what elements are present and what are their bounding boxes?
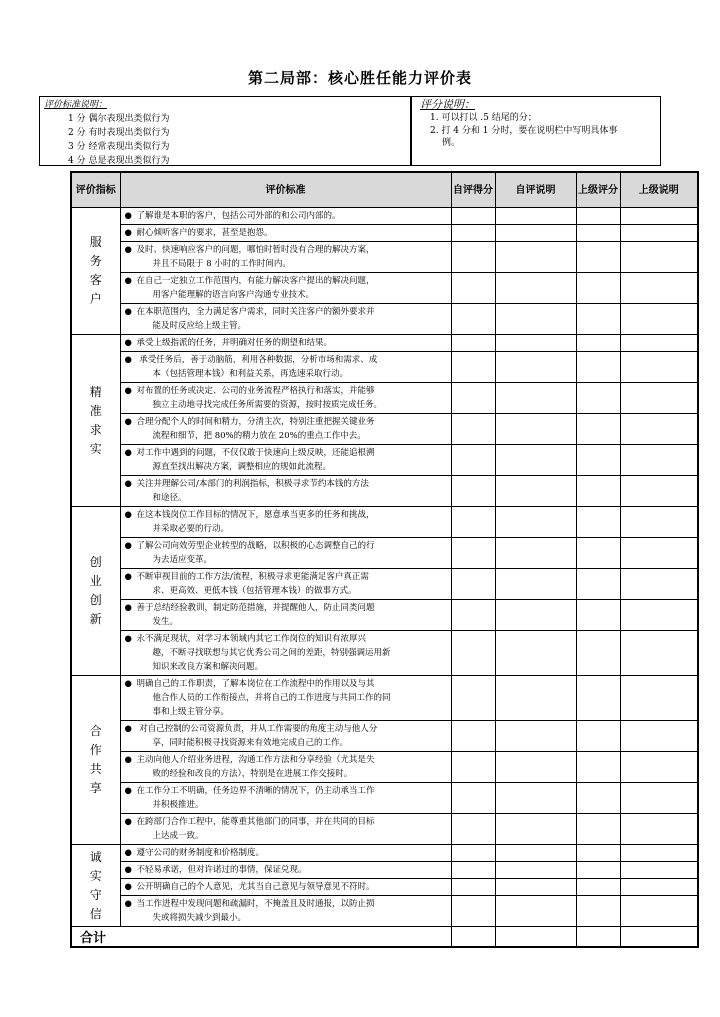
criterion-cell: [120, 445, 451, 476]
supervisor-note-cell[interactable]: [620, 676, 698, 721]
criterion-text: 流程和细节，把 80%的精力放在 20%的重点工作中去。: [152, 431, 366, 441]
bullet-icon: ●: [124, 786, 132, 796]
supervisor-note-cell[interactable]: [620, 896, 698, 927]
self-score-cell[interactable]: [451, 476, 495, 507]
self-note-cell[interactable]: [495, 600, 576, 631]
criterion-text: 独立主动地寻找完成任务所需要的资源，按时按质完成任务。: [152, 400, 383, 410]
category-cell: [71, 676, 120, 845]
self-note-cell[interactable]: [495, 752, 576, 783]
supervisor-note-cell[interactable]: [620, 845, 698, 862]
criterion-cell: [120, 208, 451, 225]
supervisor-note-cell[interactable]: [620, 862, 698, 879]
table-row: [71, 476, 698, 507]
self-score-cell[interactable]: [451, 414, 495, 445]
table-row: [71, 445, 698, 476]
criterion-text: 对自己控制的公司资源负责，并从工作需要的角度主动与他人分: [136, 724, 378, 734]
bullet-icon: ●: [124, 848, 132, 858]
bullet-icon: ●: [124, 245, 132, 255]
self-score-cell[interactable]: [451, 242, 495, 273]
self-note-cell[interactable]: [495, 676, 576, 721]
criterion-text: 不断审视目前的工作方法/流程，积极寻求更能满足客户真正需: [136, 572, 369, 582]
bullet-icon: ●: [124, 817, 132, 827]
self-score-cell[interactable]: [451, 896, 495, 927]
total-supervisor-note-cell[interactable]: [620, 927, 698, 948]
criterion-text: 明确自己的工作职责，了解本岗位在工作流程中的作用以及与其: [136, 679, 375, 689]
bullet-icon: ●: [124, 634, 132, 644]
table-row: [71, 569, 698, 600]
criterion-text: 了解公司向效劳型企业转型的战略，以积极的心态调整自己的行: [136, 541, 375, 551]
legend-heading: 评价标准说明：: [44, 100, 108, 110]
self-note-cell[interactable]: [495, 896, 576, 927]
self-score-cell[interactable]: [451, 569, 495, 600]
criterion-text: 求、更高效、更低本钱（包括管理本钱）的做事方式。: [152, 586, 357, 596]
supervisor-score-cell[interactable]: [576, 383, 620, 414]
criterion-text: 发生。: [152, 617, 179, 627]
criterion-text: 趣，不断寻找联想与其它优秀公司之间的差距，特别强调运用新: [152, 648, 391, 658]
supervisor-note-cell[interactable]: [620, 631, 698, 676]
rule-text: 2. 打 4 分和 1 分时，要在说明栏中写明具体事: [430, 125, 618, 136]
category-cell: [71, 845, 120, 927]
supervisor-score-cell[interactable]: [576, 879, 620, 896]
self-score-cell[interactable]: [451, 507, 495, 538]
criterion-text: 永不满足现状，对学习本领域内其它工作岗位的知识有浓厚兴: [136, 634, 367, 644]
criterion-text: 对布置的任务或决定、公司的业务流程严格执行和落实，并能够: [136, 386, 375, 396]
table-row: [71, 225, 698, 242]
bullet-icon: ●: [124, 338, 132, 348]
header-supervisor-note: 上级说明: [620, 172, 698, 208]
self-note-cell[interactable]: [495, 225, 576, 242]
criterion-text: 承受任务后，善于动脑筋，利用各种数据，分析市场和需求、成: [136, 355, 378, 365]
criterion-cell: [120, 783, 451, 814]
criterion-cell: [120, 752, 451, 783]
supervisor-note-cell[interactable]: [620, 273, 698, 304]
legend-item: 1 分 偶尔表现出类似行为: [68, 114, 170, 124]
table-row: [71, 721, 698, 752]
supervisor-score-cell[interactable]: [576, 721, 620, 752]
supervisor-score-cell[interactable]: [576, 783, 620, 814]
supervisor-note-cell[interactable]: [620, 752, 698, 783]
legend-item: 3 分 经常表现出类似行为: [68, 142, 170, 152]
self-note-cell[interactable]: [495, 631, 576, 676]
criterion-cell: [120, 304, 451, 335]
supervisor-note-cell[interactable]: [620, 304, 698, 335]
criterion-cell: [120, 845, 451, 862]
criterion-text: 承受上级指派的任务，并明确对任务的期望和结果。: [136, 338, 333, 348]
criterion-cell: [120, 507, 451, 538]
table-row: [71, 600, 698, 631]
table-row: [71, 676, 698, 721]
self-note-cell[interactable]: [495, 335, 576, 352]
criterion-text: 对工作中遇到的问题，不仅仅敢于快速向上级反映，还能追根溯: [136, 448, 375, 458]
evaluation-table: [70, 171, 699, 948]
self-score-cell[interactable]: [451, 676, 495, 721]
table-row: [71, 273, 698, 304]
self-score-cell[interactable]: [451, 600, 495, 631]
table-row: [71, 414, 698, 445]
criterion-text: 在自己一定独立工作范围内，有能力解决客户提出的解决问题，: [136, 276, 375, 286]
supervisor-score-cell[interactable]: [576, 507, 620, 538]
supervisor-score-cell[interactable]: [576, 862, 620, 879]
rules-heading: 评分说明：: [420, 98, 475, 111]
criterion-cell: [120, 676, 451, 721]
rule-text: 例。: [442, 138, 461, 148]
self-score-cell[interactable]: [451, 538, 495, 569]
supervisor-note-cell[interactable]: [620, 383, 698, 414]
table-row: [71, 845, 698, 862]
supervisor-score-cell[interactable]: [576, 538, 620, 569]
scoring-rules: [414, 97, 660, 165]
supervisor-note-cell[interactable]: [620, 445, 698, 476]
self-score-cell[interactable]: [451, 383, 495, 414]
criterion-cell: [120, 335, 451, 352]
criterion-text: 在这本钱岗位工作目标的情况下，愿意承当更多的任务和挑战，: [136, 510, 375, 520]
bullet-icon: ●: [124, 724, 132, 734]
bullet-icon: ●: [124, 882, 132, 892]
bullet-icon: ●: [124, 417, 132, 427]
table-row: [71, 507, 698, 538]
criterion-cell: [120, 383, 451, 414]
self-note-cell[interactable]: [495, 721, 576, 752]
criterion-text: 善于总结经验教训，制定防范措施，并提醒他人，防止同类问题: [136, 603, 375, 613]
category-label: 创业创新: [89, 555, 102, 626]
self-note-cell[interactable]: [495, 383, 576, 414]
criterion-text: 用客户能理解的语言向客户沟通专业技术。: [152, 290, 315, 300]
total-self-note-cell[interactable]: [495, 927, 576, 948]
supervisor-note-cell[interactable]: [620, 476, 698, 507]
bullet-icon: ●: [124, 211, 132, 221]
criterion-cell: [120, 814, 451, 845]
category-label: 服务客户: [89, 235, 102, 306]
supervisor-note-cell[interactable]: [620, 569, 698, 600]
criterion-cell: [120, 862, 451, 879]
criterion-text: 失或将损失减少到最小。: [152, 913, 247, 923]
table-row: [71, 352, 698, 383]
supervisor-score-cell[interactable]: [576, 445, 620, 476]
bullet-icon: ●: [124, 448, 132, 458]
supervisor-score-cell[interactable]: [576, 208, 620, 225]
bullet-icon: ●: [124, 355, 132, 365]
supervisor-score-cell[interactable]: [576, 225, 620, 242]
criterion-cell: [120, 721, 451, 752]
criterion-cell: [120, 476, 451, 507]
criterion-text: 遵守公司的财务制度和价格制度。: [136, 848, 265, 858]
table-row: [71, 208, 698, 225]
supervisor-score-cell[interactable]: [576, 273, 620, 304]
self-score-cell[interactable]: [451, 721, 495, 752]
self-note-cell[interactable]: [495, 352, 576, 383]
criterion-text: 公开明确自己的个人意见，尤其当自己意见与领导意见不符时。: [136, 882, 375, 892]
self-note-cell[interactable]: [495, 208, 576, 225]
criterion-text: 不轻易承诺，但对许诺过的事情，保证兑现。: [136, 865, 307, 875]
self-score-cell[interactable]: [451, 335, 495, 352]
supervisor-note-cell[interactable]: [620, 335, 698, 352]
header-indicator: 评价指标: [71, 172, 120, 208]
criterion-text: 源直至找出解决方案，调整相应的规如此流程。: [152, 462, 332, 472]
criterion-text: 合理分配个人的时间和精力，分清主次，特别注重把握关键业务: [136, 417, 375, 427]
criterion-text: 及时、快速响应客户的问题，哪怕时暂时没有合理的解决方案，: [136, 245, 375, 255]
supervisor-note-cell[interactable]: [620, 600, 698, 631]
bullet-icon: ●: [124, 228, 132, 238]
supervisor-score-cell[interactable]: [576, 352, 620, 383]
criterion-text: 他合作人员的工作衔接点，并将自己的工作进度与共同工作的同: [152, 693, 391, 703]
header-self-score: 自评得分: [451, 172, 495, 208]
legend-item: 2 分 有时表现出类似行为: [68, 128, 170, 138]
rule-item: 1. 可以打以 .5 结尾的分；: [430, 113, 537, 123]
self-score-cell[interactable]: [451, 862, 495, 879]
supervisor-score-cell[interactable]: [576, 569, 620, 600]
criterion-cell: [120, 538, 451, 569]
self-score-cell[interactable]: [451, 783, 495, 814]
criterion-cell: [120, 414, 451, 445]
supervisor-score-cell[interactable]: [576, 414, 620, 445]
self-score-cell[interactable]: [451, 304, 495, 335]
category-label: 精准求实: [89, 384, 102, 456]
criterion-text: 并采取必要的行动。: [152, 524, 230, 534]
table-row: [71, 783, 698, 814]
rule-item: [420, 125, 654, 150]
self-note-cell[interactable]: [495, 507, 576, 538]
self-note-cell[interactable]: [495, 273, 576, 304]
bullet-icon: ●: [124, 541, 132, 551]
bullet-icon: ●: [124, 603, 132, 613]
supervisor-score-cell[interactable]: [576, 814, 620, 845]
self-score-cell[interactable]: [451, 879, 495, 896]
self-note-cell[interactable]: [495, 862, 576, 879]
criterion-cell: [120, 225, 451, 242]
bullet-icon: ●: [124, 386, 132, 396]
supervisor-note-cell[interactable]: [620, 414, 698, 445]
supervisor-score-cell[interactable]: [576, 631, 620, 676]
criterion-text: 在工作分工不明确，任务边界不清晰的情况下，仍主动承当工作: [136, 786, 375, 796]
bullet-icon: ●: [124, 679, 132, 689]
self-score-cell[interactable]: [451, 445, 495, 476]
criterion-text: 耐心倾听客户的要求，甚至是抱怨。: [136, 228, 273, 238]
supervisor-note-cell[interactable]: [620, 242, 698, 273]
bullet-icon: ●: [124, 307, 132, 317]
criterion-text: 和途径。: [152, 493, 187, 503]
supervisor-score-cell[interactable]: [576, 600, 620, 631]
criterion-text: 关注并理解公司/本部门的利润指标，积极寻求节约本钱的方法: [136, 479, 369, 489]
self-score-cell[interactable]: [451, 631, 495, 676]
header-criteria: 评价标准: [120, 172, 451, 208]
table-row: [71, 879, 698, 896]
criterion-text: 主动向他人介绍业务进程，沟通工作方法和分享经验（尤其是失: [136, 755, 375, 765]
criterion-cell: [120, 273, 451, 304]
legend-box: [39, 96, 661, 166]
criterion-cell: [120, 600, 451, 631]
criterion-text: 本（包括管理本钱）和利益关系，再选速采取行动。: [152, 369, 349, 379]
criterion-text: 上达成一致。: [152, 831, 204, 841]
supervisor-note-cell[interactable]: [620, 879, 698, 896]
self-note-cell[interactable]: [495, 304, 576, 335]
criterion-text: 了解谁是本职的客户，包括公司外部的和公司内部的。: [136, 211, 341, 221]
category-cell: [71, 208, 120, 335]
supervisor-score-cell[interactable]: [576, 476, 620, 507]
table-row: [71, 242, 698, 273]
criterion-cell: [120, 569, 451, 600]
self-note-cell[interactable]: [495, 569, 576, 600]
self-note-cell[interactable]: [495, 879, 576, 896]
self-note-cell[interactable]: [495, 814, 576, 845]
header-supervisor-score: 上级评分: [576, 172, 620, 208]
criterion-text: 事和上级主管分享。: [152, 707, 230, 717]
criterion-cell: [120, 879, 451, 896]
total-row: [71, 927, 698, 948]
criterion-text: 在跨部门合作工程中，能尊重其他部门的同事，并在共同的目标: [136, 817, 375, 827]
table-row: [71, 814, 698, 845]
table-row: [71, 383, 698, 414]
total-label: 合计: [71, 927, 451, 948]
table-row: [71, 335, 698, 352]
self-score-cell[interactable]: [451, 814, 495, 845]
supervisor-note-cell[interactable]: [620, 721, 698, 752]
criterion-text: 享，同时能积极寻找资源来有效地完成自己的工作。: [152, 738, 349, 748]
criterion-cell: [120, 352, 451, 383]
category-cell: [71, 335, 120, 507]
bullet-icon: ●: [124, 572, 132, 582]
table-row: [71, 538, 698, 569]
supervisor-score-cell[interactable]: [576, 676, 620, 721]
supervisor-score-cell[interactable]: [576, 896, 620, 927]
bullet-icon: ●: [124, 276, 132, 286]
table-row: [71, 631, 698, 676]
self-note-cell[interactable]: [495, 783, 576, 814]
legend-item: 4 分 总是表现出类似行为: [68, 156, 170, 166]
supervisor-note-cell[interactable]: [620, 208, 698, 225]
bullet-icon: ●: [124, 755, 132, 765]
criterion-cell: [120, 896, 451, 927]
table-row: [71, 862, 698, 879]
scoring-standard-legend: [40, 97, 412, 165]
table-header-row: [71, 172, 698, 208]
supervisor-score-cell[interactable]: [576, 304, 620, 335]
supervisor-score-cell[interactable]: [576, 335, 620, 352]
supervisor-note-cell[interactable]: [620, 352, 698, 383]
criterion-text: 知识来改良方案和解决问题。: [152, 662, 264, 672]
criterion-text: 当工作进程中发现问题和疏漏时，不掩盖且及时通报，以防止损: [136, 899, 375, 909]
self-note-cell[interactable]: [495, 476, 576, 507]
supervisor-score-cell[interactable]: [576, 752, 620, 783]
supervisor-note-cell[interactable]: [620, 507, 698, 538]
supervisor-note-cell[interactable]: [620, 814, 698, 845]
category-label: 合作共享: [89, 724, 102, 795]
self-note-cell[interactable]: [495, 845, 576, 862]
criterion-text: 并且不局限于 8 小时的工作时间内。: [152, 259, 291, 269]
table-row: [71, 304, 698, 335]
supervisor-note-cell[interactable]: [620, 225, 698, 242]
supervisor-note-cell[interactable]: [620, 538, 698, 569]
total-supervisor-score-cell[interactable]: [576, 927, 620, 948]
table-row: [71, 896, 698, 927]
criterion-text: 为去适应变革。: [152, 555, 213, 565]
page-title: 第二局部：核心胜任能力评价表: [247, 69, 472, 87]
self-score-cell[interactable]: [451, 225, 495, 242]
self-score-cell[interactable]: [451, 208, 495, 225]
self-note-cell[interactable]: [495, 538, 576, 569]
supervisor-score-cell[interactable]: [576, 845, 620, 862]
header-self-note: 自评说明: [495, 172, 576, 208]
bullet-icon: ●: [124, 899, 132, 909]
bullet-icon: ●: [124, 510, 132, 520]
category-cell: [71, 507, 120, 676]
self-note-cell[interactable]: [495, 414, 576, 445]
criterion-text: 能及时反应给上级主管。: [152, 321, 247, 331]
supervisor-note-cell[interactable]: [620, 783, 698, 814]
self-note-cell[interactable]: [495, 445, 576, 476]
self-note-cell[interactable]: [495, 242, 576, 273]
bullet-icon: ●: [124, 865, 132, 875]
criterion-cell: [120, 242, 451, 273]
criterion-text: 在本职范围内，全力满足客户需求，同时关注客户的额外要求并: [136, 307, 375, 317]
bullet-icon: ●: [124, 479, 132, 489]
criterion-text: 败的经验和改良的方法），特别是在进展工作交接时。: [152, 769, 353, 779]
total-self-score-cell[interactable]: [451, 927, 495, 948]
criterion-text: 并积极推进。: [152, 800, 204, 810]
self-score-cell[interactable]: [451, 273, 495, 304]
self-score-cell[interactable]: [451, 845, 495, 862]
supervisor-score-cell[interactable]: [576, 242, 620, 273]
self-score-cell[interactable]: [451, 352, 495, 383]
criterion-cell: [120, 631, 451, 676]
self-score-cell[interactable]: [451, 752, 495, 783]
table-row: [71, 752, 698, 783]
category-label: 诚实守信: [89, 849, 102, 921]
